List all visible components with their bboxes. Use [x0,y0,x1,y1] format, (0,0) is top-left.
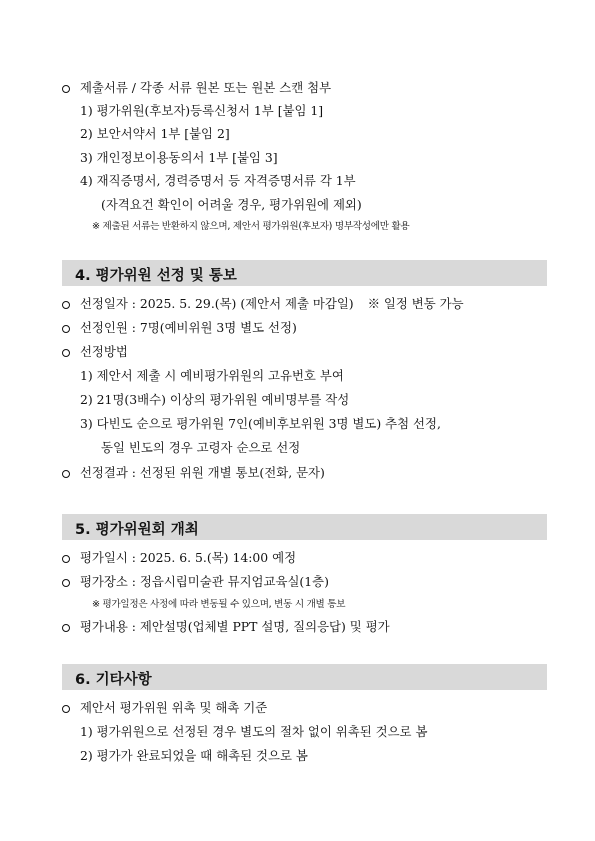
hollow-circle-icon [62,555,70,563]
numbered-item [80,173,356,189]
numbered-item [80,748,308,764]
hollow-circle-icon [62,301,70,309]
bullet-line [62,700,267,716]
footnote: ※ 평가일정은 사정에 따라 변동될 수 있으며, 변동 시 개별 통보 [92,599,346,610]
item-text: 평가위원으로 선정된 경우 별도의 절차 없이 위촉된 것으로 봄 [96,724,428,739]
bullet-line [62,80,331,96]
bullet-text: 선정인원 : 7명(예비위원 3명 별도 선정) [79,320,297,335]
bullet-text: 평가일시 : 2025. 6. 5.(목) 14:00 예정 [79,550,297,565]
item-number: 2) [80,126,93,141]
bullet-text: 선정일자 : 2025. 5. 29.(목) (제안서 제출 마감일) [79,296,354,311]
numbered-item [80,150,278,166]
bullet-text: 제출서류 / 각종 서류 원본 또는 원본 스캔 첨부 [79,80,332,95]
section-header [62,260,547,286]
numbered-item [80,392,349,408]
item-text: 21명(3배수) 이상의 평가위원 예비명부를 작성 [96,392,350,407]
schedule-note: ※ 일정 변동 가능 [367,296,464,311]
bullet-line [62,320,297,336]
numbered-item [80,368,344,384]
bullet-text: 평가내용 : 제안설명(업체별 PPT 설명, 질의응답) 및 평가 [79,619,390,634]
item-number: 1) [80,724,93,739]
footnote: ※ 제출된 서류는 반환하지 않으며, 제안서 평가위원(후보자) 명부작성에만 활용 [92,221,410,232]
hollow-circle-icon [62,325,70,333]
bullet-line [62,550,296,566]
bullet-line [62,465,325,481]
numbered-item [80,724,427,740]
item-number: 2) [80,748,93,763]
item-text: 보안서약서 1부 [붙임 2] [96,126,230,141]
hollow-circle-icon [62,624,70,632]
bullet-line [62,619,390,635]
hollow-circle-icon [62,85,70,93]
section-title: 6. 기타사항 [75,672,152,688]
hollow-circle-icon [62,705,70,713]
item-number: 4) [80,173,93,188]
hollow-circle-icon [62,579,70,587]
item-text: 평가가 완료되었을 때 해촉된 것으로 봄 [96,748,308,763]
item-continuation: 동일 빈도의 경우 고령자 순으로 선정 [101,440,301,455]
item-text: 다빈도 순으로 평가위원 7인(예비후보위원 3명 별도) 추첨 선정, [96,416,441,431]
bullet-text: 제안서 평가위원 위촉 및 해촉 기준 [79,700,268,715]
section-header [62,514,547,540]
section-title: 5. 평가위원회 개최 [75,522,199,538]
item-continuation: (자격요건 확인이 어려울 경우, 평가위원에 제외) [101,197,362,212]
item-text: 개인정보이용동의서 1부 [붙임 3] [96,150,278,165]
item-text: 제안서 제출 시 예비평가위원의 고유번호 부여 [96,368,344,383]
item-number: 2) [80,392,93,407]
bullet-line [62,296,464,312]
item-number: 3) [80,416,93,431]
numbered-item [80,103,323,119]
item-number: 1) [80,103,93,118]
item-number: 3) [80,150,93,165]
item-text: 재직증명서, 경력증명서 등 자격증명서류 각 1부 [96,173,356,188]
bullet-text: 평가장소 : 정읍시립미술관 뮤지엄교육실(1층) [79,574,329,589]
numbered-item [80,126,230,142]
bullet-line [62,574,329,590]
section-header [62,664,547,690]
hollow-circle-icon [62,349,70,357]
bullet-text: 선정방법 [79,344,128,359]
bullet-line [62,344,128,360]
bullet-text: 선정결과 : 선정된 위원 개별 통보(전화, 문자) [79,465,325,480]
numbered-item [80,416,441,432]
item-text: 평가위원(후보자)등록신청서 1부 [붙임 1] [96,103,324,118]
hollow-circle-icon [62,470,70,478]
section-title: 4. 평가위원 선정 및 통보 [75,268,237,284]
item-number: 1) [80,368,93,383]
